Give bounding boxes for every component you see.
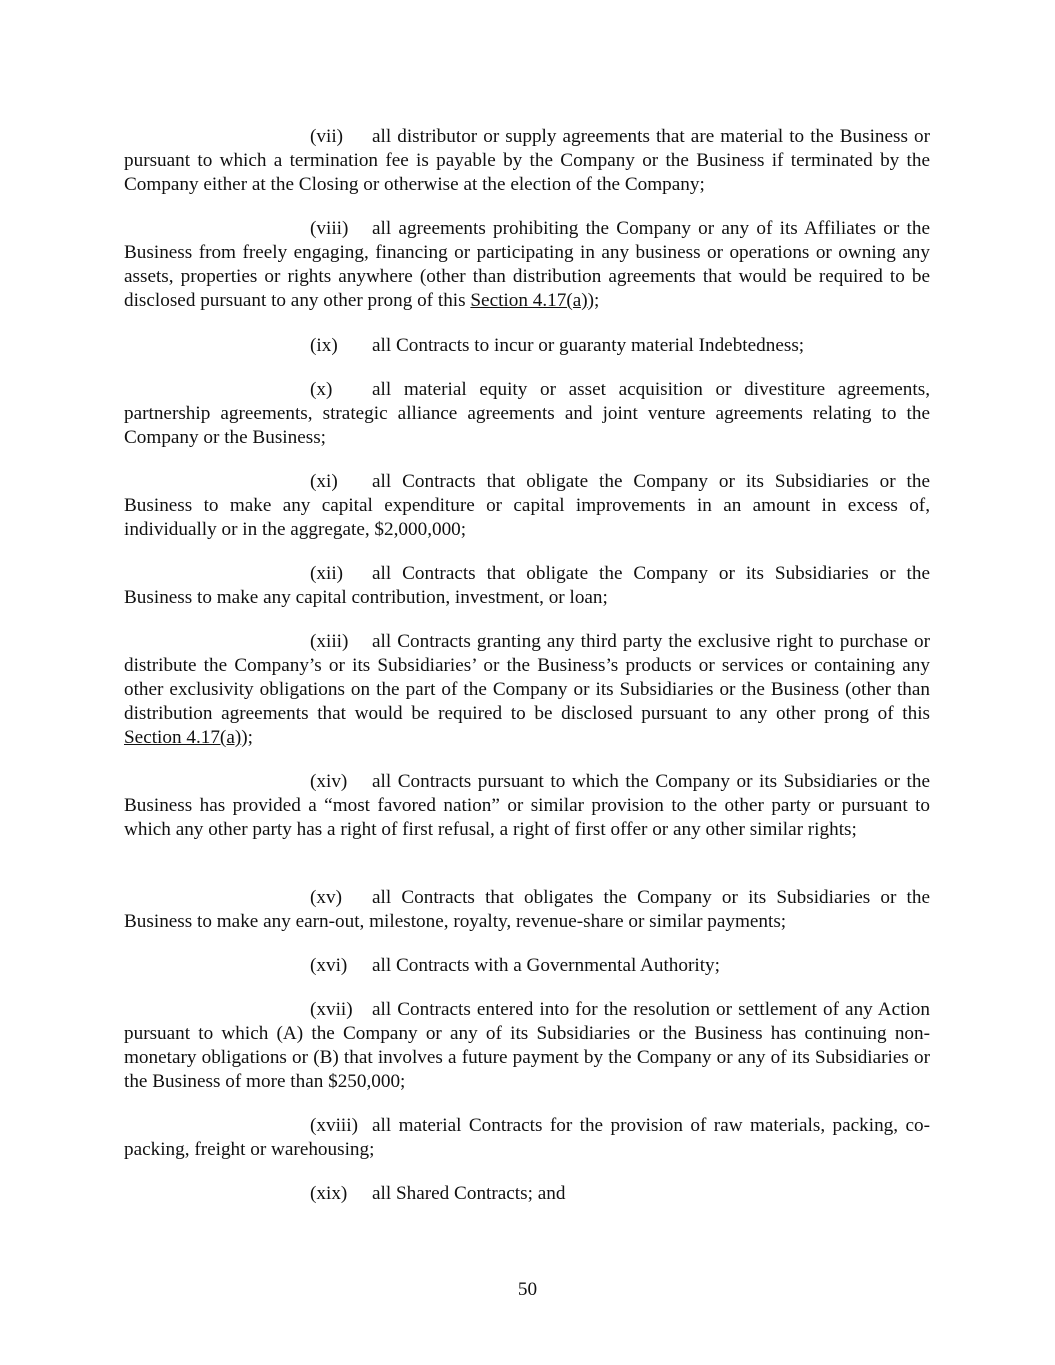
clause-text-end: ); bbox=[587, 290, 600, 311]
clause-xi bbox=[124, 470, 930, 542]
clause-ix bbox=[124, 334, 930, 358]
clause-xvi bbox=[124, 954, 930, 978]
clause-text: all Contracts entered into for the resolution or settlement of any Action pursuant to which (A) the Company or any of its Subsidiaries or the Business has continuing non-monetary obligations or (B) that involves a future payment by the Company or any of its Subsidiaries or the Business of more than $250,000; bbox=[124, 999, 930, 1092]
clause-number: (vii) bbox=[310, 126, 344, 147]
clause-text: all Contracts that obligate the Company or its Subsidiaries or the Business to make any capital expenditure or capital improvements in an amount in excess of, individually or in the aggregate, $2,000,000; bbox=[124, 471, 930, 540]
clause-number: (ix) bbox=[310, 335, 338, 356]
clause-number: (xiv) bbox=[310, 771, 348, 792]
clause-number: (viii) bbox=[310, 218, 349, 239]
clause-text: all Contracts pursuant to which the Company or its Subsidiaries or the Business has provided a “most favored nation” or similar provision to the other party or pursuant to which any other party has a right of first refusal, a right of first offer or any other similar rights; bbox=[124, 771, 930, 840]
clause-xv bbox=[124, 886, 930, 934]
clause-vii bbox=[124, 125, 930, 197]
clause-xiv bbox=[124, 770, 930, 842]
clause-text: all Contracts that obligate the Company or its Subsidiaries or the Business to make any capital contribution, investment, or loan; bbox=[124, 563, 930, 608]
clause-viii bbox=[124, 217, 930, 313]
clause-number: (x) bbox=[310, 379, 333, 400]
clause-text: all material Contracts for the provision of raw materials, packing, co-packing, freight or warehousing; bbox=[124, 1115, 930, 1160]
clause-xix bbox=[124, 1182, 930, 1206]
clause-text: all Contracts that obligates the Company or its Subsidiaries or the Business to make any earn-out, milestone, royalty, revenue-share or similar payments; bbox=[124, 887, 930, 932]
clause-xviii bbox=[124, 1114, 930, 1162]
clause-x bbox=[124, 378, 930, 450]
clause-xvii bbox=[124, 998, 930, 1094]
clause-text-end: ); bbox=[241, 727, 253, 748]
clause-number: (xix) bbox=[310, 1183, 348, 1204]
clause-number: (xii) bbox=[310, 563, 344, 584]
clause-number: (xviii) bbox=[310, 1115, 358, 1136]
section-reference: Section 4.17(a) bbox=[470, 290, 588, 311]
clause-text: all Contracts granting any third party the exclusive right to purchase or distribute the Company’s or its Subsidiaries’ or the Business’s products or services or containing any other exclusivity obligations on the part of the Company or its Subsidiaries or the Business (other than distribution agreements that would be required to be disclosed pursuant to any other prong of this bbox=[124, 631, 930, 724]
clause-number: (xvii) bbox=[310, 999, 353, 1020]
page-number: 50 bbox=[517, 1279, 538, 1300]
clause-number: (xv) bbox=[310, 887, 342, 908]
clause-xii bbox=[124, 562, 930, 610]
clause-text: all Contracts to incur or guaranty material Indebtedness; bbox=[372, 335, 805, 356]
section-reference: Section 4.17(a) bbox=[124, 727, 242, 748]
clause-text: all Contracts with a Governmental Authority; bbox=[372, 955, 720, 976]
clause-text: all distributor or supply agreements that are material to the Business or pursuant to which a termination fee is payable by the Company or the Business if terminated by the Company either at the Closing or otherwise at the election of the Company; bbox=[124, 126, 930, 195]
clause-text: all material equity or asset acquisition or divestiture agreements, partnership agreements, strategic alliance agreements and joint venture agreements relating to the Company or the Business; bbox=[124, 379, 930, 448]
clause-number: (xi) bbox=[310, 471, 338, 492]
clause-text: all agreements prohibiting the Company or any of its Affiliates or the Business from freely engaging, financing or participating in any business or operations or owning any assets, properties or rights anywhere (other than distribution agreements that would be required to be disclosed pursuant to any other prong of this bbox=[124, 218, 930, 311]
clause-xiii bbox=[124, 630, 930, 750]
clause-number: (xvi) bbox=[310, 955, 348, 976]
clause-text: all Shared Contracts; and bbox=[372, 1183, 566, 1204]
clause-number: (xiii) bbox=[310, 631, 349, 652]
